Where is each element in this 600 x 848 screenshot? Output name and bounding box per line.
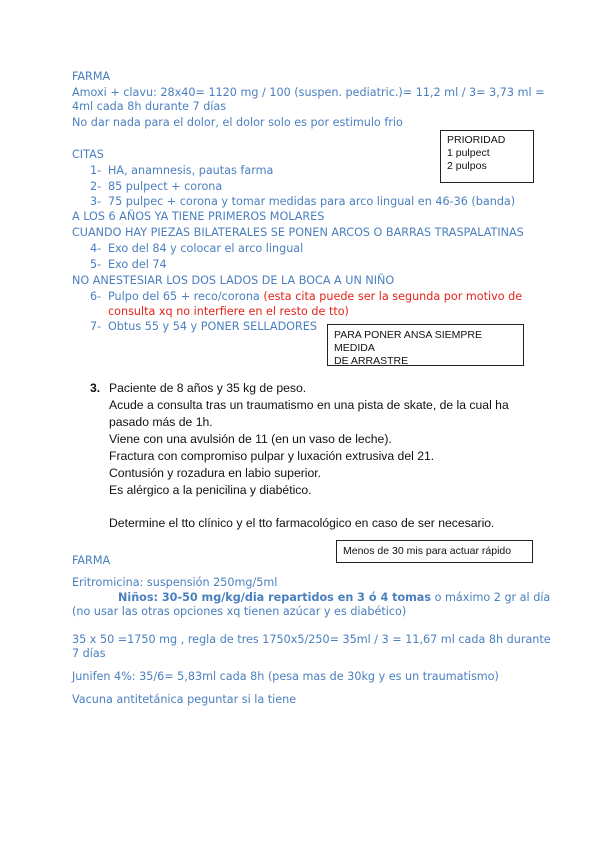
case-line-7: Es alérgico a la penicilina y diabético.: [109, 483, 312, 497]
cita-6-red-note-cont: consulta xq no interfiere en el resto de tto): [108, 305, 349, 318]
prioridad-item-2: 2 pulpos: [447, 160, 487, 172]
case-question: Determine el tto clínico y el tto farmacológico en caso de ser necesario.: [109, 516, 495, 530]
amoxi-line: Amoxi + clavu: 28x40= 1120 mg / 100 (suspen. pediatric.)= 11,2 ml / 3= 3,73 ml =: [72, 86, 545, 99]
cita-item-2: 2- 85 pulpect + corona: [90, 180, 223, 193]
case-line-2: Acude a consulta tras un traumatismo en una pista de skate, de la cual ha: [109, 398, 509, 412]
cita-item-1: 1- HA, anamnesis, pautas farma: [90, 164, 274, 177]
vacuna-line: Vacuna antitetánica peguntar si la tiene: [72, 693, 297, 706]
calc-line: 35 x 50 =1750 mg , regla de tres 1750x5/250= 35ml / 3 = 11,67 ml cada 8h durante: [72, 633, 551, 646]
cita-item-4: 4- Exo del 84 y colocar el arco lingual: [90, 242, 304, 255]
cita-6-red-note: (esta cita puede ser la segunda por motivo de: [263, 290, 523, 303]
farma2-title: FARMA: [72, 554, 111, 567]
cita-item-5: 5- Exo del 74: [90, 258, 167, 271]
ninos-dose-bold: Niños: 30-50 mg/kg/dia repartidos en 3 ó 4 tomas: [118, 591, 432, 604]
case-line-3: pasado más de 1h.: [109, 415, 213, 429]
citas-title: CITAS: [72, 148, 104, 161]
ninos-dose-note: (no usar las otras opciones xq tienen azúcar y es diabético): [72, 605, 407, 618]
ansa-line-1: PARA PONER ANSA SIEMPRE MEDIDA: [334, 329, 483, 354]
molares-note: A LOS 6 AÑOS YA TIENE PRIMEROS MOLARES: [72, 210, 325, 223]
calc-line-cont: 7 días: [72, 647, 106, 660]
ninos-dose-max: o máximo 2 gr al día: [431, 591, 551, 604]
bilaterales-note: CUANDO HAY PIEZAS BILATERALES SE PONEN ARCOS O BARRAS TRASPALATINAS: [72, 226, 524, 239]
case-number: 3.: [90, 381, 101, 395]
prioridad-box: [440, 130, 534, 183]
junifen-line: Junifen 4%: 35/6= 5,83ml cada 8h (pesa mas de 30kg y es un traumatismo): [72, 670, 499, 683]
case-line-4: Viene con una avulsión de 11 (en un vaso de leche).: [109, 432, 392, 446]
menos-box: Menos de 30 mis para actuar rápido: [336, 540, 533, 563]
cita-item-7: 7- Obtus 55 y 54 y PONER SELLADORES: [90, 320, 317, 333]
case-line-1: Paciente de 8 años y 35 kg de peso.: [109, 381, 307, 395]
ansa-box: [327, 324, 524, 366]
prioridad-item-1: 1 pulpect: [447, 147, 490, 159]
eritromicina-line: Eritromicina: suspensión 250mg/5ml: [72, 576, 278, 589]
amoxi-line-cont: 4ml cada 8h durante 7 días: [72, 100, 227, 113]
ansa-line-2: DE ARRASTRE: [334, 355, 409, 367]
dolor-note: No dar nada para el dolor, el dolor solo es por estimulo frio: [72, 116, 403, 129]
cita-item-3: 3- 75 pulpec + corona y tomar medidas para arco lingual en 46-36 (banda): [90, 195, 516, 208]
case-line-6: Contusión y rozadura en labio superior.: [109, 466, 322, 480]
case-line-5: Fractura con compromiso pulpar y luxación extrusiva del 21.: [109, 449, 435, 463]
prioridad-title: PRIORIDAD: [447, 134, 506, 146]
farma-title: FARMA: [72, 70, 111, 83]
ninos-dose-line: [118, 590, 550, 605]
cita-item-6: 6- Pulpo del 65 + reco/corona (esta cita puede ser la segunda por motivo de: [90, 290, 523, 303]
anestesia-note: NO ANESTESIAR LOS DOS LADOS DE LA BOCA A UN NIÑO: [72, 274, 395, 287]
